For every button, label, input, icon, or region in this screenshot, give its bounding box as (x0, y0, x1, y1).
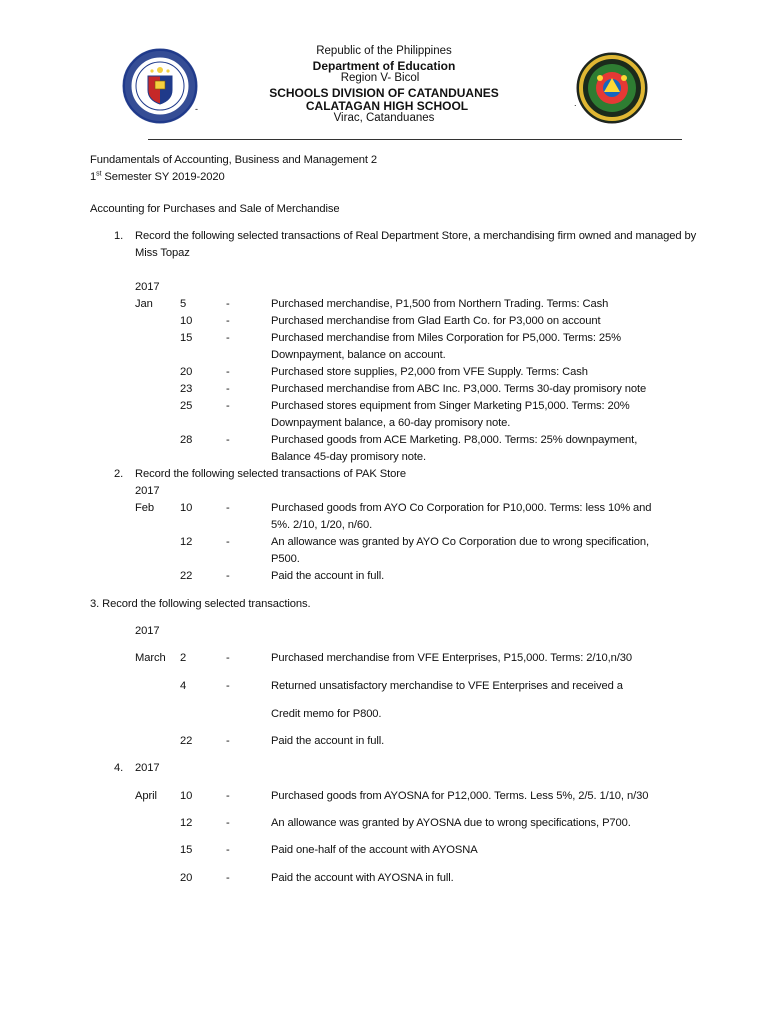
transaction-dash: - (226, 383, 230, 395)
transaction-day: 10 (180, 315, 193, 327)
transaction-description-cont: Balance 45-day promisory note. (271, 451, 426, 463)
problem-4-month: April (135, 790, 157, 802)
transaction-description: Paid one-half of the account with AYOSNA (271, 844, 478, 856)
transaction-description-cont: 5%. 2/10, 1/20, n/60. (271, 519, 373, 531)
transaction-dash: - (226, 332, 230, 344)
transaction-dash: - (226, 790, 230, 802)
transaction-day: 28 (180, 434, 193, 446)
transaction-day: 15 (180, 332, 193, 344)
transaction-description: Paid the account with AYOSNA in full. (271, 872, 454, 884)
problem-1-instruction: Record the following selected transactions of Real Department Store, a merchandising firm owned and managed by (135, 230, 697, 242)
problem-4-year: 2017 (135, 762, 160, 774)
transaction-dash: - (226, 298, 230, 310)
problem-2-instruction: Record the following selected transactions of PAK Store (135, 468, 407, 480)
problem-3-year: 2017 (135, 625, 160, 637)
problem-3-month: March (135, 652, 166, 664)
transaction-dash: - (226, 536, 230, 548)
transaction-description: Paid the account in full. (271, 570, 385, 582)
transaction-dash: - (226, 400, 230, 412)
transaction-description: Purchased merchandise from ABC Inc. P3,000. Terms 30-day promisory note (271, 383, 647, 395)
problem-2-number: 2. (114, 468, 124, 480)
problem-1-number: 1. (114, 230, 124, 242)
transaction-description-cont: P500. (271, 553, 300, 565)
transaction-description: An allowance was granted by AYO Co Corporation due to wrong specification, (271, 536, 649, 548)
header-location: Virac, Catanduanes (333, 112, 435, 124)
problem-2-month: Feb (135, 502, 154, 514)
transaction-day: 12 (180, 536, 193, 548)
transaction-description: An allowance was granted by AYOSNA due to wrong specifications, P700. (271, 817, 631, 829)
transaction-dash: - (226, 817, 230, 829)
transaction-day: 5 (180, 298, 187, 310)
header-region: Region V- Bicol (340, 72, 420, 84)
course-title: Fundamentals of Accounting, Business and Management 2 (90, 154, 378, 166)
problem-2-year: 2017 (135, 485, 160, 497)
transaction-day: 23 (180, 383, 193, 395)
transaction-day: 22 (180, 735, 193, 747)
transaction-description: Purchased stores equipment from Singer Marketing P15,000. Terms: 20% (271, 400, 630, 412)
header-department: Department of Education (312, 59, 456, 73)
transaction-description-cont: Credit memo for P800. (271, 708, 382, 720)
transaction-dash: - (226, 735, 230, 747)
transaction-description: Paid the account in full. (271, 735, 385, 747)
transaction-day: 22 (180, 570, 193, 582)
transaction-day: 25 (180, 400, 193, 412)
transaction-dash: - (226, 434, 230, 446)
transaction-day: 10 (180, 790, 193, 802)
transaction-description: Purchased goods from ACE Marketing. P8,000. Terms: 25% downpayment, (271, 434, 638, 446)
transaction-day: 10 (180, 502, 193, 514)
transaction-dash: - (226, 570, 230, 582)
transaction-dash: - (226, 652, 230, 664)
problem-3-instruction: 3. Record the following selected transactions. (90, 598, 311, 610)
transaction-description: Purchased merchandise from Miles Corporation for P5,000. Terms: 25% (271, 332, 622, 344)
transaction-description-cont: Downpayment balance, a 60-day promisory note. (271, 417, 511, 429)
transaction-description: Purchased merchandise, P1,500 from Northern Trading. Terms: Cash (271, 298, 609, 310)
transaction-dash: - (226, 366, 230, 378)
header-republic: Republic of the Philippines (316, 45, 452, 57)
transaction-dash: - (226, 315, 230, 327)
transaction-dash: - (226, 872, 230, 884)
problem-1-year: 2017 (135, 281, 160, 293)
transaction-description-cont: Downpayment, balance on account. (271, 349, 446, 361)
transaction-day: 4 (180, 680, 187, 692)
problem-4-number: 4. (114, 762, 124, 774)
semester-line: 1st Semester SY 2019-2020 (90, 170, 225, 183)
problem-1-month: Jan (135, 298, 153, 310)
transaction-description: Purchased merchandise from VFE Enterprises, P15,000. Terms: 2/10,n/30 (271, 652, 633, 664)
header-division: SCHOOLS DIVISION OF CATANDUANES (269, 86, 499, 100)
seal-dash-left: - (195, 104, 198, 114)
seal-dash-right: . (574, 98, 577, 108)
transaction-description: Purchased goods from AYOSNA for P12,000. Terms. Less 5%, 2/5. 1/10, n/30 (271, 790, 649, 802)
transaction-day: 15 (180, 844, 193, 856)
transaction-dash: - (226, 680, 230, 692)
topic-heading: Accounting for Purchases and Sale of Merchandise (90, 203, 340, 215)
transaction-day: 20 (180, 366, 193, 378)
header-divider (148, 139, 682, 140)
transaction-day: 12 (180, 817, 193, 829)
header-school: CALATAGAN HIGH SCHOOL (305, 99, 469, 113)
transaction-dash: - (226, 502, 230, 514)
transaction-description: Purchased merchandise from Glad Earth Co. for P3,000 on account (271, 315, 601, 327)
transaction-description: Returned unsatisfactory merchandise to VFE Enterprises and received a (271, 680, 623, 692)
problem-1-instruction-cont: Miss Topaz (135, 247, 190, 259)
transaction-description: Purchased store supplies, P2,000 from VFE Supply. Terms: Cash (271, 366, 588, 378)
transaction-description: Purchased goods from AYO Co Corporation for P10,000. Terms: less 10% and (271, 502, 652, 514)
transaction-dash: - (226, 844, 230, 856)
transaction-day: 20 (180, 872, 193, 884)
transaction-day: 2 (180, 652, 187, 664)
